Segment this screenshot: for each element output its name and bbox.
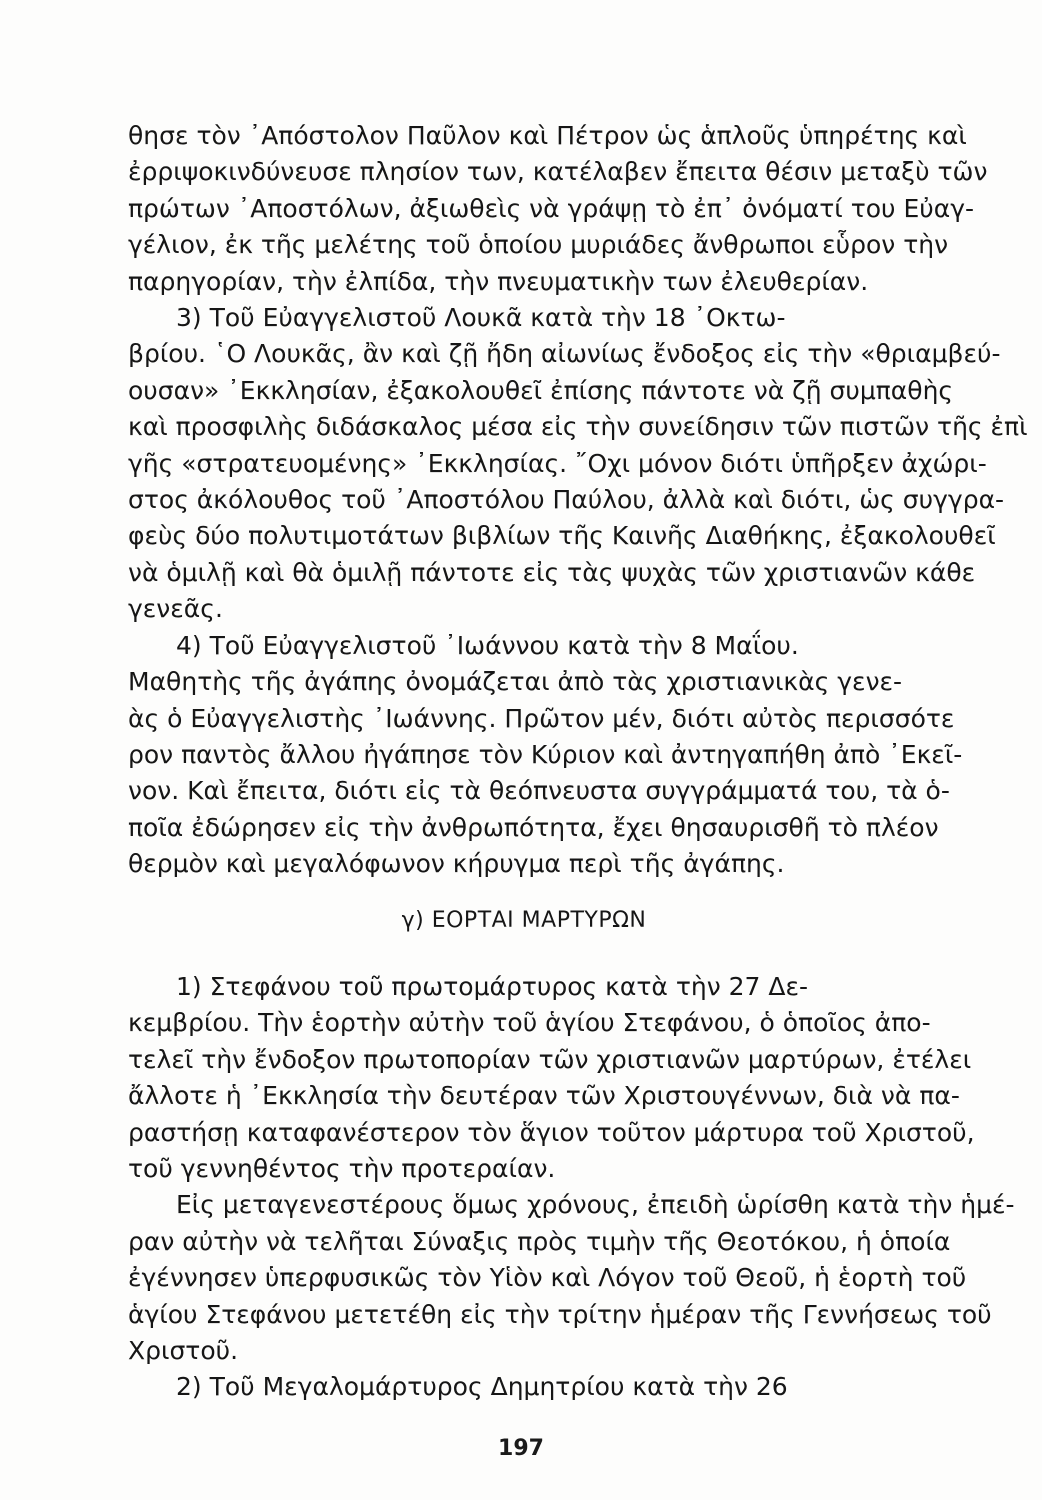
text-line: ουσαν» ᾿Εκκλησίαν, ἐξακολουθεῖ ἐπίσης πάντοτε νὰ ζῇ συμπαθὴς: [128, 375, 954, 405]
section-heading-john: 4) Τοῦ Εὐαγγελιστοῦ ᾿Ιωάννου κατὰ τὴν 8 Μαΐου.: [176, 630, 799, 660]
section-heading-luke: 3) Τοῦ Εὐαγγελιστοῦ Λουκᾶ κατὰ τὴν 18 ᾿Οκτω-: [176, 303, 786, 333]
text-line: βρίου. ῾Ο Λουκᾶς, ἂν καὶ ζῇ ἤδη αἰωνίως ἔνδοξος εἰς τὴν «θριαμβεύ-: [128, 339, 1001, 369]
page-number: 197: [498, 1436, 544, 1461]
text-line: γενεᾶς.: [128, 594, 223, 624]
text-line: ἐγέννησεν ὑπερφυσικῶς τὸν Υἱὸν καὶ Λόγον τοῦ Θεοῦ, ἡ ἑορτὴ τοῦ: [128, 1263, 967, 1293]
text-line: καὶ προσφιλὴς διδάσκαλος μέσα εἰς τὴν συνείδησιν τῶν πιστῶν τῆς ἐπὶ: [128, 412, 1028, 442]
section-heading-stephen: 1) Στεφάνου τοῦ πρωτομάρτυρος κατὰ τὴν 27 Δε-: [176, 971, 809, 1001]
text-line: ἐρριψοκινδύνευσε πλησίον των, κατέλαβεν ἔπειτα θέσιν μεταξὺ τῶν: [128, 157, 988, 187]
text-line: ὰς ὁ Εὐαγγελιστὴς ᾿Ιωάννης. Πρῶτον μέν, διότι αὐτὸς περισσότε: [128, 703, 955, 733]
text-line: ρον παντὸς ἄλλου ἠγάπησε τὸν Κύριον καὶ ἀντηγαπήθη ἀπὸ ᾿Εκεῖ-: [128, 739, 963, 769]
text-line: γέλιον, ἐκ τῆς μελέτης τοῦ ὁποίου μυριάδες ἄνθρωποι εὗρον τὴν: [128, 230, 949, 260]
text-line: στος ἀκόλουθος τοῦ ᾿Αποστόλου Παύλου, ἀλλὰ καὶ διότι, ὡς συγγρα-: [128, 485, 1005, 515]
text-line: Εἰς μεταγενεστέρους ὅμως χρόνους, ἐπειδὴ ὡρίσθη κατὰ τὴν ἡμέ-: [176, 1190, 1015, 1220]
text-line: Μαθητὴς τῆς ἀγάπης ὀνομάζεται ἀπὸ τὰς χριστιανικὰς γενε-: [128, 667, 903, 697]
text-line: ἄλλοτε ἡ ᾿Εκκλησία τὴν δευτέραν τῶν Χριστουγέννων, διὰ νὰ πα-: [128, 1081, 960, 1111]
text-line: Χριστοῦ.: [128, 1336, 239, 1365]
body-text: [128, 118, 1028, 1406]
text-line: φεὺς δύο πολυτιμοτάτων βιβλίων τῆς Καινῆς Διαθήκης, ἐξακολουθεῖ: [128, 521, 996, 551]
text-line: παρηγορίαν, τὴν ἐλπίδα, τὴν πνευματικὴν των ἐλευθερίαν.: [128, 266, 869, 296]
text-line: τοῦ γεννηθέντος τὴν προτεραίαν.: [128, 1153, 556, 1183]
text-line: θησε τὸν ᾿Απόστολον Παῦλον καὶ Πέτρον ὡς ἁπλοῦς ὑπηρέτης καὶ: [128, 121, 967, 150]
section-heading-demetrius: 2) Τοῦ Μεγαλομάρτυρος Δημητρίου κατὰ τὴν 26: [176, 1372, 788, 1402]
text-line: νὰ ὁμιλῇ καὶ θὰ ὁμιλῇ πάντοτε εἰς τὰς ψυχὰς τῶν χριστιανῶν κάθε: [128, 557, 976, 587]
text-line: ραστήσῃ καταφανέστερον τὸν ἅγιον τοῦτον μάρτυρα τοῦ Χριστοῦ,: [128, 1117, 975, 1147]
text-line: νον. Καὶ ἔπειτα, διότι εἰς τὰ θεόπνευστα συγγράμματά του, τὰ ὁ-: [128, 776, 950, 806]
text-line: γῆς «στρατευομένης» ᾿Εκκλησίας. ῎Οχι μόνον διότι ὑπῆρξεν ἀχώρι-: [128, 448, 987, 478]
text-line: ραν αὐτὴν νὰ τελῆται Σύναξις πρὸς τιμὴν τῆς Θεοτόκου, ἡ ὁποία: [128, 1226, 951, 1256]
text-line: κεμβρίου. Τὴν ἑορτὴν αὐτὴν τοῦ ἁγίου Στεφάνου, ὁ ὁποῖος ἀπο-: [128, 1008, 931, 1038]
text-line: θερμὸν καὶ μεγαλόφωνον κήρυγμα περὶ τῆς ἀγάπης.: [128, 849, 785, 879]
text-line: πρώτων ᾿Αποστόλων, ἀξιωθεὶς νὰ γράψῃ τὸ ἐπ᾿ ὀνόματί του Εὐαγ-: [128, 193, 975, 223]
chapter-heading: γ) ΕΟΡΤΑΙ ΜΑΡΤΥΡΩΝ: [401, 907, 647, 933]
text-line: ἁγίου Στεφάνου μετετέθη εἰς τὴν τρίτην ἡμέραν τῆς Γεννήσεως τοῦ: [128, 1299, 992, 1329]
text-line: τελεῖ τὴν ἔνδοξον πρωτοπορίαν τῶν χριστιανῶν μαρτύρων, ἐτέλει: [128, 1044, 972, 1074]
text-line: ποῖα ἐδώρησεν εἰς τὴν ἀνθρωπότητα, ἔχει θησαυρισθῆ τὸ πλέον: [128, 812, 939, 842]
